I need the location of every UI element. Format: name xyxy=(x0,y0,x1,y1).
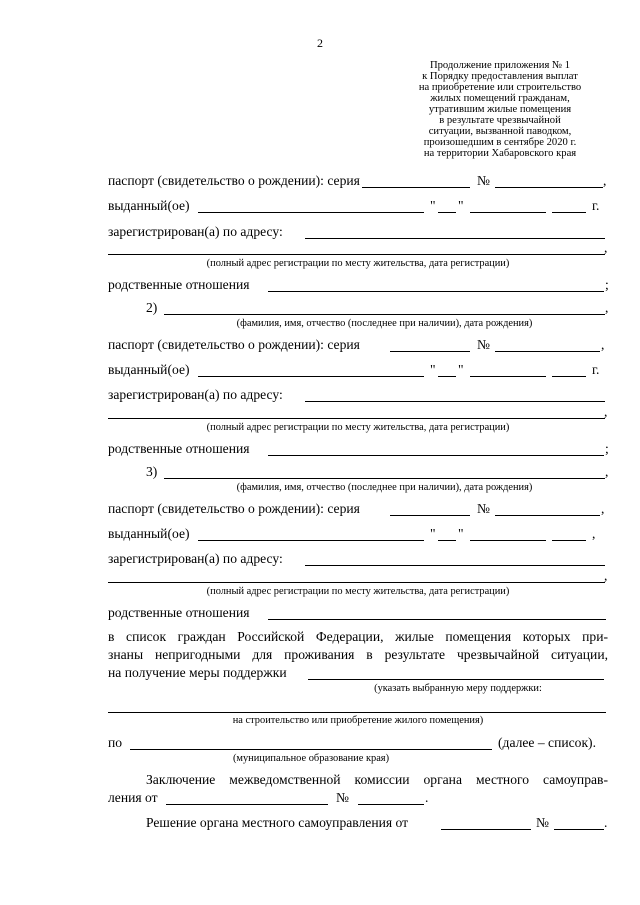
header-line: на приобретение или строительство xyxy=(418,82,582,93)
relation-label: родственные отношения xyxy=(108,605,250,620)
header-line: в результате чрезвычайной xyxy=(439,115,561,126)
issued-year-field[interactable] xyxy=(552,376,586,377)
conclusion-label: ления от xyxy=(108,790,158,805)
issued-day-field[interactable] xyxy=(438,212,456,213)
list-suffix: (далее – список). xyxy=(498,735,596,750)
conclusion-date-field[interactable] xyxy=(166,804,328,805)
relation-field[interactable] xyxy=(268,619,606,620)
passport-series-field[interactable] xyxy=(390,351,470,352)
registered-label: зарегистрирован(а) по адресу: xyxy=(108,551,283,566)
appendix-header xyxy=(385,60,615,159)
address-caption: (полный адрес регистрации по месту жительства, дата регистрации) xyxy=(206,586,510,597)
number-sign: № xyxy=(477,173,490,188)
header-line: Продолжение приложения № 1 xyxy=(429,60,571,71)
support-measure-field-2[interactable] xyxy=(108,712,606,713)
conclusion-paragraph xyxy=(146,771,608,789)
address-field[interactable] xyxy=(305,401,605,402)
address-field-2[interactable] xyxy=(108,254,605,255)
po-label: по xyxy=(108,735,123,750)
address-caption: (полный адрес регистрации по месту жительства, дата регистрации) xyxy=(206,422,510,433)
support-measure-field[interactable] xyxy=(308,679,604,680)
registered-label: зарегистрирован(а) по адресу: xyxy=(108,224,283,239)
request-paragraph xyxy=(108,628,608,664)
municipal-caption: (муниципальное образование края) xyxy=(232,753,390,764)
decision-date-field[interactable] xyxy=(441,829,531,830)
fio-caption: (фамилия, имя, отчество (последнее при наличии), дата рождения) xyxy=(236,318,533,329)
issued-month-field[interactable] xyxy=(470,376,546,377)
number-sign: № xyxy=(477,337,490,352)
header-line: утратившим жилые помещения xyxy=(428,104,572,115)
conclusion-line: Заключение межведомственной комиссии органа местного самоуправ- xyxy=(146,772,608,787)
fio-field[interactable] xyxy=(164,314,605,315)
issued-by-field[interactable] xyxy=(198,212,424,213)
number-sign: № xyxy=(477,501,490,516)
relation-field[interactable] xyxy=(268,455,604,456)
issued-label: выданный(ое) xyxy=(108,362,190,377)
registered-label: зарегистрирован(а) по адресу: xyxy=(108,387,283,402)
passport-number-field[interactable] xyxy=(495,351,600,352)
support-caption: (указать выбранную меру поддержки: xyxy=(374,683,542,694)
issued-year-field[interactable] xyxy=(552,212,586,213)
address-field[interactable] xyxy=(305,238,605,239)
header-line: на территории Хабаровского края xyxy=(423,148,577,159)
relation-field[interactable] xyxy=(268,291,604,292)
issued-by-field[interactable] xyxy=(198,540,424,541)
decision-label: Решение органа местного самоуправления от xyxy=(146,815,409,830)
passport-number-field[interactable] xyxy=(495,187,603,188)
fio-field[interactable] xyxy=(164,478,605,479)
issued-month-field[interactable] xyxy=(470,212,546,213)
issued-label: выданный(ое) xyxy=(108,526,190,541)
address-field-2[interactable] xyxy=(108,418,605,419)
relation-label: родственные отношения xyxy=(108,277,250,292)
address-caption: (полный адрес регистрации по месту жительства, дата регистрации) xyxy=(206,258,510,269)
page-number: 2 xyxy=(317,36,323,50)
number-sign: № xyxy=(336,790,349,805)
person-index: 3) xyxy=(146,464,158,479)
paragraph-line: знаны непригодными для проживания в результате чрезвычайной ситуации, xyxy=(108,647,608,662)
header-line: к Порядку предоставления выплат xyxy=(422,71,578,82)
issued-by-field[interactable] xyxy=(198,376,424,377)
support-label: на получение меры поддержки xyxy=(108,665,287,680)
passport-label: паспорт (свидетельство о рождении): серия xyxy=(108,173,360,188)
issued-label: выданный(ое) xyxy=(108,198,190,213)
passport-series-field[interactable] xyxy=(390,515,470,516)
person-index: 2) xyxy=(146,300,158,315)
support-caption-2: на строительство или приобретение жилого помещения) xyxy=(232,715,484,726)
issued-year-field[interactable] xyxy=(552,540,586,541)
header-line: произошедшим в сентябре 2020 г. xyxy=(423,137,577,148)
issued-day-field[interactable] xyxy=(438,540,456,541)
address-field[interactable] xyxy=(305,565,605,566)
municipality-field[interactable] xyxy=(130,749,492,750)
number-sign: № xyxy=(536,815,549,830)
decision-number-field[interactable] xyxy=(554,829,604,830)
passport-number-field[interactable] xyxy=(495,515,600,516)
passport-label: паспорт (свидетельство о рождении): серия xyxy=(108,501,360,516)
passport-series-field[interactable] xyxy=(362,187,470,188)
issued-month-field[interactable] xyxy=(470,540,546,541)
relation-label: родственные отношения xyxy=(108,441,250,456)
passport-label: паспорт (свидетельство о рождении): серия xyxy=(108,337,360,352)
header-line: ситуации, вызванной паводком, xyxy=(428,126,572,137)
header-line: жилых помещений гражданам, xyxy=(430,93,570,104)
address-field-2[interactable] xyxy=(108,582,605,583)
paragraph-line: в список граждан Российской Федерации, жилые помещения которых при- xyxy=(108,629,608,644)
conclusion-number-field[interactable] xyxy=(358,804,424,805)
fio-caption: (фамилия, имя, отчество (последнее при наличии), дата рождения) xyxy=(236,482,533,493)
issued-day-field[interactable] xyxy=(438,376,456,377)
